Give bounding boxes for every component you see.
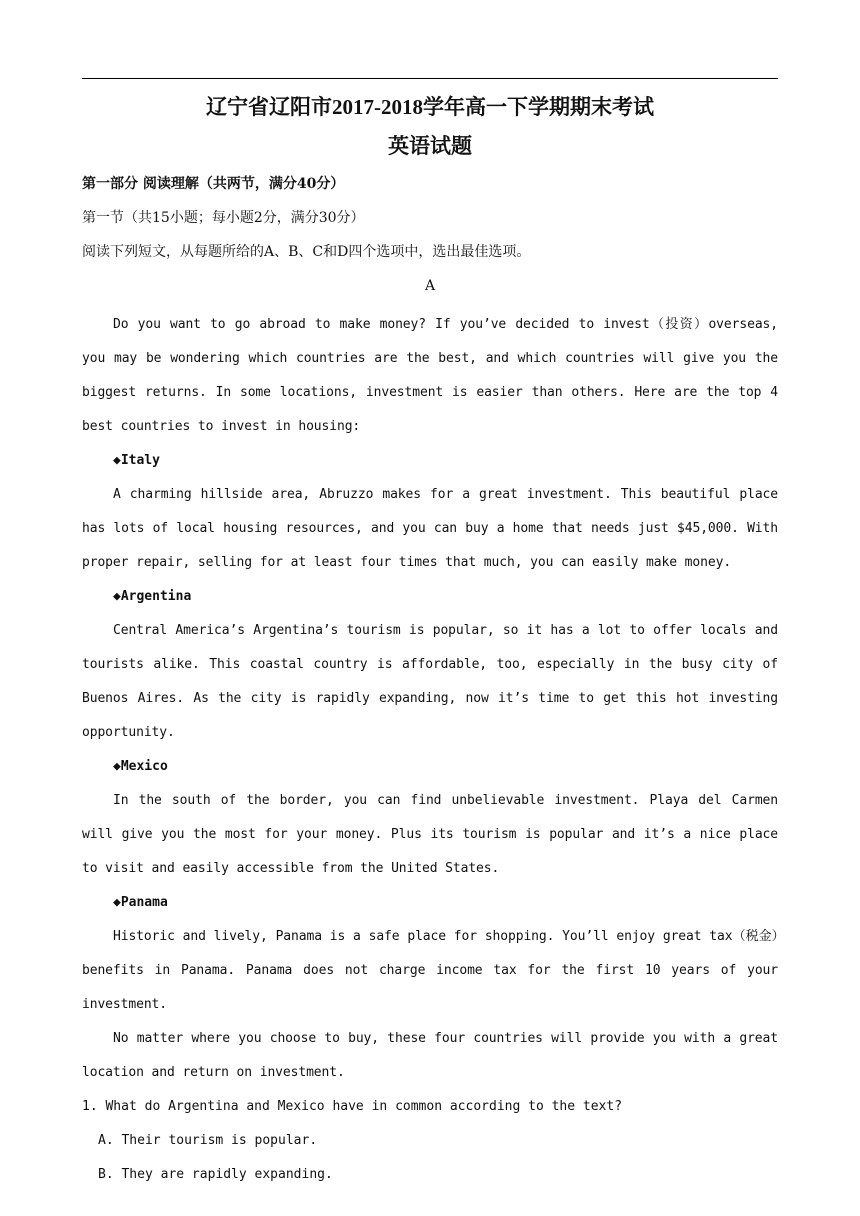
passage-intro: Do you want to go abroad to make money? If you’ve decided to invest（投资）overseas, you may be wondering which countries are the best, and which countries will give you the biggest returns. In some locations, investment is easier than others. Here are the top 4 best countries to invest in housing: <box>82 317 778 434</box>
country-heading-mexico: ◆Mexico <box>113 759 168 774</box>
exam-page <box>82 88 778 1192</box>
country-heading-argentina: ◆Argentina <box>113 589 192 604</box>
instructions: 阅读下列短文，从每题所给的A、B、C和D四个选项中，选出最佳选项。 <box>82 244 531 260</box>
exam-subtitle: 英语试题 <box>388 134 472 158</box>
section1-heading: 第一节（共15小题；每小题2分，满分30分） <box>82 210 365 226</box>
country-heading-panama: ◆Panama <box>113 895 168 910</box>
country-text-argentina: Central America’s Argentina’s tourism is popular, so it has a lot to offer locals and tourists alike. This coastal country is affordable, too, especially in the busy city of Buenos Aires. As the city is rapidly expanding, now it’s time to get this hot investing opportunity. <box>82 623 778 740</box>
exam-title: 辽宁省辽阳市2017-2018学年高一下学期期末考试 <box>206 95 654 119</box>
question-1-stem: 1. What do Argentina and Mexico have in common according to the text? <box>82 1099 623 1114</box>
country-text-panama: Historic and lively, Panama is a safe place for shopping. You’ll enjoy great tax（税金）benefits in Panama. Panama does not charge income tax for the first 10 years of your investment. <box>82 929 778 1012</box>
passage-label: A <box>424 278 436 294</box>
country-heading-italy: ◆Italy <box>113 453 160 468</box>
header-rule <box>82 78 778 79</box>
question-1-option-b: B. They are rapidly expanding. <box>98 1167 333 1182</box>
question-1-option-a: A. Their tourism is popular. <box>98 1133 318 1148</box>
passage-conclusion: No matter where you choose to buy, these four countries will provide you with a great location and return on investment. <box>82 1031 778 1080</box>
country-text-mexico: In the south of the border, you can find unbelievable investment. Playa del Carmen will give you the most for your money. Plus its tourism is popular and it’s a nice place to visit and easily accessible from the United States. <box>82 793 778 876</box>
part1-heading: 第一部分 阅读理解（共两节，满分40分） <box>82 176 345 192</box>
country-text-italy: A charming hillside area, Abruzzo makes for a great investment. This beautiful place has lots of local housing resources, and you can buy a home that needs just $45,000. With proper repair, selling for at least four times that much, you can easily make money. <box>82 487 778 570</box>
